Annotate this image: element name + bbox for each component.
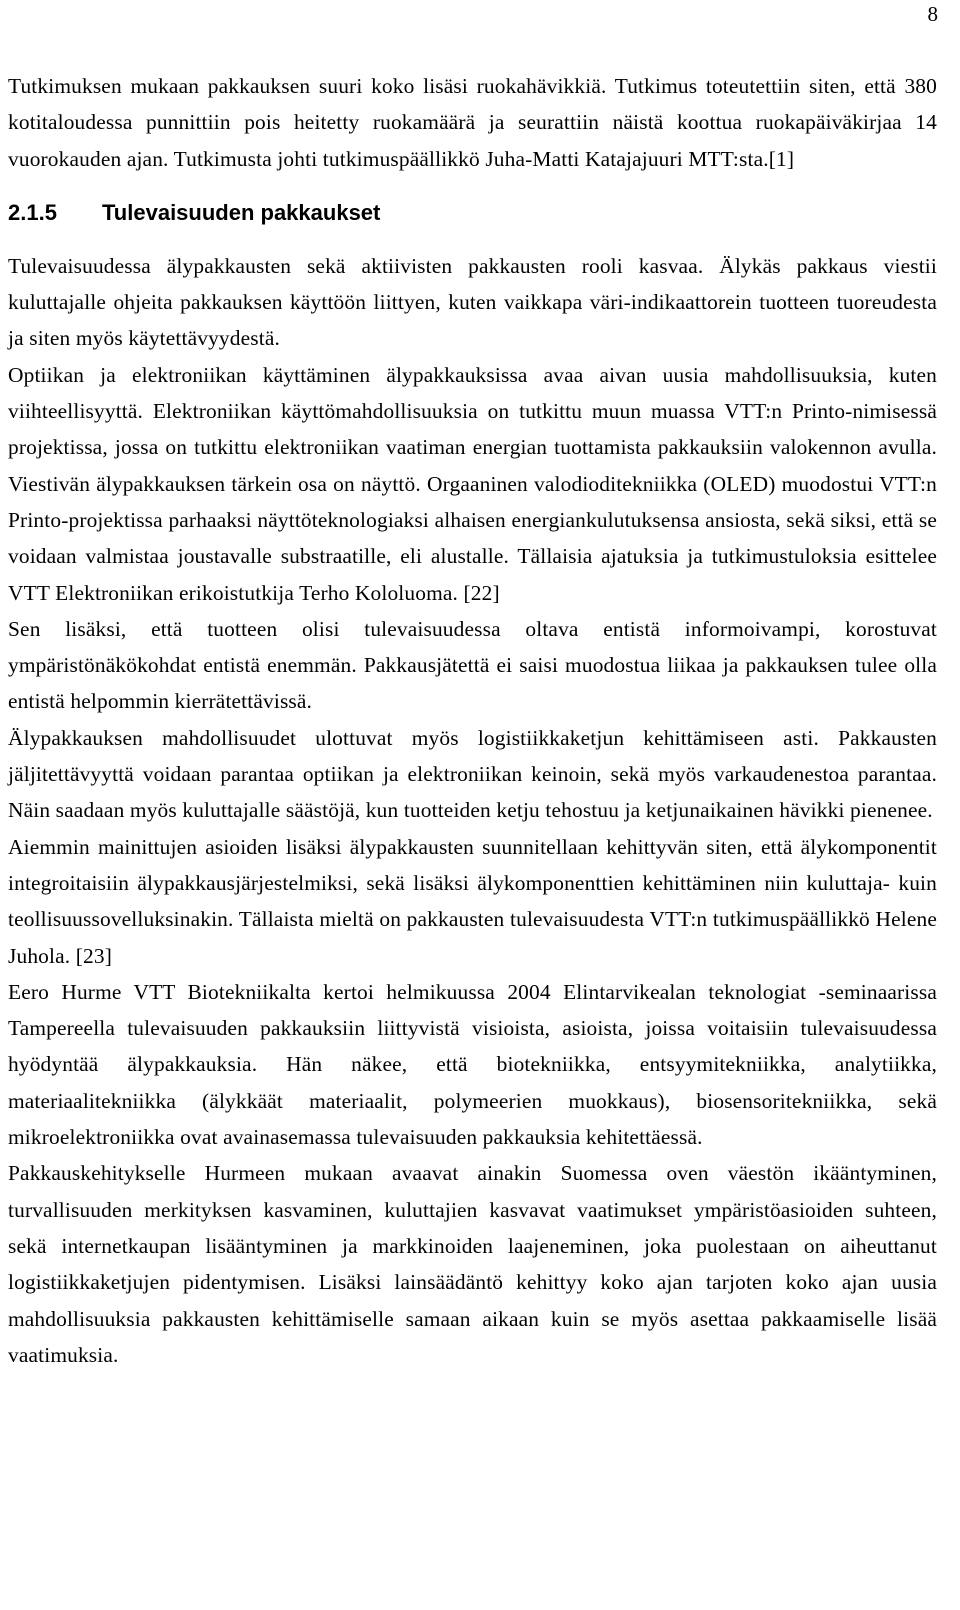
paragraph: Optiikan ja elektroniikan käyttäminen älypakkauksissa avaa aivan uusia mahdollisuuksia, kuten viihteellisyyttä. Elektroniikan käyttömahdollisuuksia on tutkittu muun muassa VTT:n Printo-nimisessä projektissa, jossa on tutkittu elektroniikan vaatiman energian tuottamista pakkauksiin valokennon avulla. Viestivän älypakkauksen tärkein osa on näyttö. Orgaaninen valodioditekniikka (OLED) muodostui VTT:n Printo-projektissa parhaaksi näyttöteknologiaksi alhaisen energiankulutuksensa ansiosta, sekä siksi, että se voidaan valmistaa joustavalle substraatille, eli alustalle. Tällaisia ajatuksia ja tutkimustuloksia esittelee VTT Elektroniikan erikoistutkija Terho Kololuoma. [22] bbox=[8, 362, 937, 605]
document-body bbox=[8, 68, 937, 1373]
section-number: 2.1.5 bbox=[8, 199, 57, 225]
paragraph: Eero Hurme VTT Biotekniikalta kertoi helmikuussa 2004 Elintarvikealan teknologiat -seminaarissa Tampereella tulevaisuuden pakkauksiin liittyvistä visioista, asioista, joissa voitaisiin tulevaisuudessa hyödyntää älypakkauksia. Hän näkee, että biotekniikka, entsyymitekniikka, analytiikka, materiaalitekniikka (älykkäät materiaalit, polymeerien muokkaus), biosensoritekniikka, sekä mikroelektroniikka ovat avainasemassa tulevaisuuden pakkauksia kehitettäessä. bbox=[8, 979, 937, 1150]
paragraph: Aiemmin mainittujen asioiden lisäksi älypakkausten suunnitellaan kehittyvän siten, että älykomponentit integroitaisiin älypakkausjärjestelmiksi, sekä lisäksi älykomponenttien kehittäminen niin kuluttaja- kuin teollisuussovelluksinakin. Tällaista mieltä on pakkausten tulevaisuudesta VTT:n tutkimuspäällikkö Helene Juhola. [23] bbox=[8, 834, 937, 968]
paragraph: Älypakkauksen mahdollisuudet ulottuvat myös logistiikkaketjun kehittämiseen asti. Pakkausten jäljitettävyyttä voidaan parantaa optiikan ja elektroniikan keinoin, sekä myös varkaudenestoa parantaa. Näin saadaan myös kuluttajalle säästöjä, kun tuotteiden ketju tehostuu ja ketjunaikainen hävikki pienenee. bbox=[8, 725, 937, 823]
page-number: 8 bbox=[927, 2, 938, 26]
paragraph: Sen lisäksi, että tuotteen olisi tulevaisuudessa oltava entistä informoivampi, korostuvat ympäristönäkökohdat entistä enemmän. Pakkausjätettä ei saisi muodostua liikaa ja pakkauksen tulee olla entistä helpommin kierrätettävissä. bbox=[8, 616, 937, 714]
paragraph: Pakkauskehitykselle Hurmeen mukaan avaavat ainakin Suomessa oven väestön ikääntyminen, turvallisuuden merkityksen kasvaminen, kuluttajien kasvavat vaatimukset ympäristöasioiden suhteen, sekä internetkaupan lisääntyminen ja markkinoiden laajeneminen, joka puolestaan on aiheuttanut logistiikkaketjujen pidentymisen. Lisäksi lainsäädäntö kehittyy koko ajan tarjoten koko ajan uusia mahdollisuuksia pakkausten kehittämiselle samaan aikaan kuin se myös asettaa pakkaamiselle lisää vaatimuksia. bbox=[8, 1161, 937, 1367]
paragraph: Tulevaisuudessa älypakkausten sekä aktiivisten pakkausten rooli kasvaa. Älykäs pakkaus viestii kuluttajalle ohjeita pakkauksen käyttöön liittyen, kuten vaikkapa väri-indikaattorein tuotteen tuoreudesta ja siten myös käytettävyydestä. bbox=[8, 253, 937, 351]
section-heading bbox=[8, 197, 937, 229]
intro-paragraph: Tutkimuksen mukaan pakkauksen suuri koko lisäsi ruokahävikkiä. Tutkimus toteutettiin siten, että 380 kotitaloudessa punnittiin pois heitetty ruokamäärä ja seurattiin näistä koottua ruokapäiväkirjaa 14 vuorokauden ajan. Tutkimusta johti tutkimuspäällikkö Juha-Matti Katajajuuri MTT:sta.[1] bbox=[8, 74, 937, 171]
section-title: Tulevaisuuden pakkaukset bbox=[102, 199, 381, 225]
